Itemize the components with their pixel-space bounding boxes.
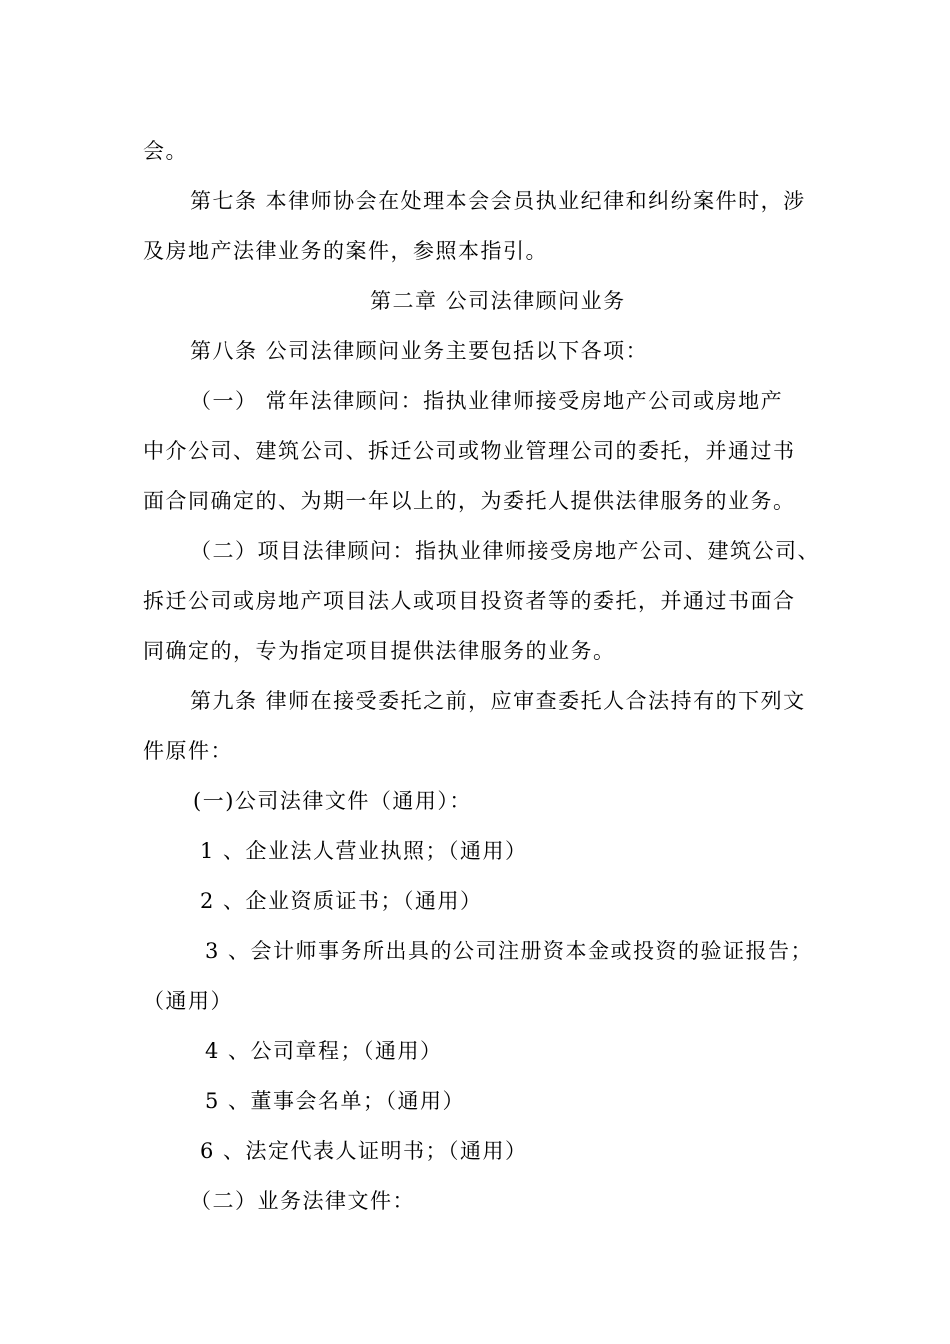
list-item: 1 、企业法人营业执照；（通用） <box>200 839 528 863</box>
item-1-line-2: 中介公司、建筑公司、拆迁公司或物业管理公司的委托，并通过书 <box>143 439 796 463</box>
article-7-line-2: 及房地产法律业务的案件，参照本指引。 <box>143 239 548 263</box>
list-item: 6 、法定代表人证明书；（通用） <box>200 1139 528 1163</box>
item-1-line-1: （一） 常年法律顾问：指执业律师接受房地产公司或房地产 <box>190 389 784 413</box>
list-item: 2 、企业资质证书；（通用） <box>200 889 483 913</box>
item-1-line-3: 面合同确定的、为期一年以上的，为委托人提供法律服务的业务。 <box>143 489 796 513</box>
article-9-line-2: 件原件： <box>143 739 233 763</box>
subsection-heading: (一)公司法律文件（通用）： <box>193 789 472 813</box>
article-8-line-1: 第八条 公司法律顾问业务主要包括以下各项： <box>190 339 649 363</box>
text-line: 会。 <box>143 139 188 163</box>
subsection-heading: （二）业务法律文件： <box>190 1189 415 1213</box>
item-2-line-2: 拆迁公司或房地产项目法人或项目投资者等的委托，并通过书面合 <box>143 589 796 613</box>
list-item: 3 、会计师事务所出具的公司注册资本金或投资的验证报告； <box>205 939 814 963</box>
article-7-line-1: 第七条 本律师协会在处理本会会员执业纪律和纠纷案件时，涉 <box>190 189 806 213</box>
list-item-continuation: （通用） <box>143 989 233 1013</box>
item-2-line-1: （二）项目法律顾问：指执业律师接受房地产公司、建筑公司、 <box>190 539 820 563</box>
list-item: 5 、董事会名单；（通用） <box>205 1089 466 1113</box>
list-item: 4 、公司章程；（通用） <box>205 1039 443 1063</box>
chapter-heading: 第二章 公司法律顾问业务 <box>370 289 626 313</box>
item-2-line-3: 同确定的，专为指定项目提供法律服务的业务。 <box>143 639 616 663</box>
article-9-line-1: 第九条 律师在接受委托之前，应审查委托人合法持有的下列文 <box>190 689 806 713</box>
